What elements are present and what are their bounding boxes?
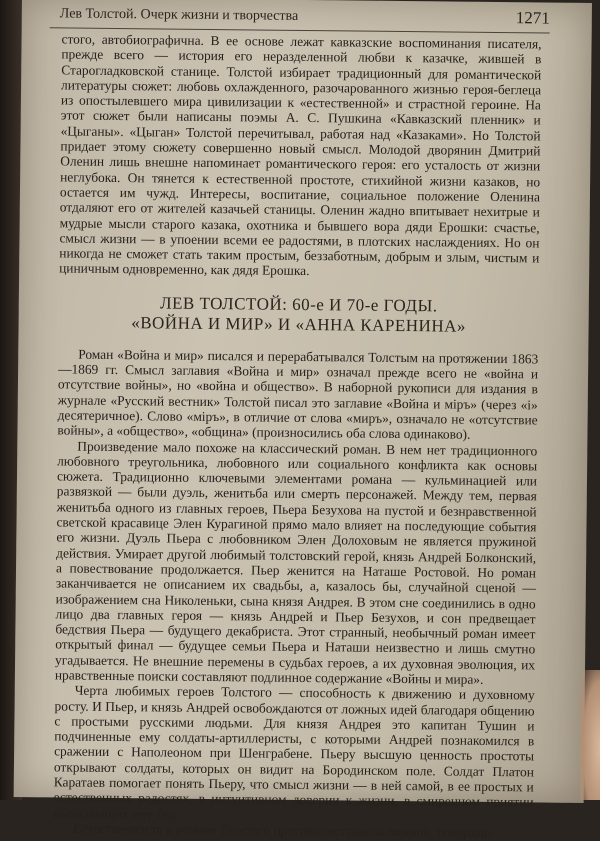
running-header [50,3,550,33]
paragraph: Роман «Война и мир» писался и перерабатывался Толстым на протяжении 1863—1869 гг. Смысл заглавия «Война и мир» означал прежде всего не «война и отсутствие войны», но «война и общество». В наборной рукописи для издания в журнале «Русский вестник» Толстой писал это заглавие «Война и міръ» (через «і» десятеричное). Слово «міръ», в отличие от слова «миръ», означало не «отсутствие войны», а «общество», «община» (произносились оба слова одинаково). [57,346,539,442]
paragraph: Черта любимых героев Толстого — способность к движению и духовному росту. И Пьер, и князь Андрей освобождаются от ложных идей благодаря общению с простыми русскими людьми. Для князя Андрея это капитан Тушин и подчиненные ему солдаты-артиллеристы, с которыми Андрей познакомился в сражении с Наполеоном при Шенграбене. Пьеру высшую ценность простоты открывают солдаты, которых он видит на Бородинском поле. Солдат Платон Каратаев помогает понять Пьеру, что смысл жизни — в ней самой, в ее простых и естественных радостях, в интуитивном доверии к жизни, в смиренном приятии выпадающих ему бед. [53,682,535,822]
paragraph: стого, автобиографична. В ее основе лежат кавказские воспоминания писателя, прежде всего — история его неразделенной любви к казачке, жившей в Старогладковской станице. Толстой избирает традиционный для романтической литературы сюжет: любовь охлажденного, разочарованного жизнью героя-беглеца из опостылевшего мира цивилизации к «естественной» и страстной героине. На этот сюжет были написаны поэмы А. С. Пушкина «Кавказский пленник» и «Цыганы». «Цыган» Толстой перечитывал, работая над «Казаками». Но Толстой придает этому сюжету совершенно новый смысл. Молодой дворянин Дмитрий Оленин лишь внешне напоминает романтического героя: его усталость от жизни неглубока. Он тянется к естественной простоте, стихийной жизни казаков, но остается им чужд. Интересы, воспитание, социальное положение Оленина отдаляют его от жителей казачьей станицы. Оленин жадно впитывает нехитрые и мудрые мысли старого казака, охотника и бывшего вора дяди Ерошки: счастье, смысл жизни — в упоении всеми ее радостями, в плотских наслаждениях. Но он никогда не сможет стать таким простым, беззаботным, добрым и злым, чистым и циничным одновременно, как дядя Ерошка. [59,31,542,279]
header-title: Лев Толстой. Очерк жизни и творчества [59,6,299,24]
section-heading [59,292,539,337]
page-body [53,31,541,840]
thumb-shadow [580,670,600,800]
paragraph: Произведение мало похоже на классический роман. В нем нет традиционного любовного треугольника, любовного или социального конфликта как основы сюжета. Традиционно ключевыми элементами романа — кульминацией или развязкой — были дуэль, женитьба или смерть персонажей. Между тем, первая женитьба одного из главных героев, Пьера Безухова на пустой и безнравственной светской красавице Элен Курагиной прямо мало влияет на последующие события его жизни. Дуэль Пьера с любовником Элен Долоховым не является пружиной действия. Умирает другой любимый толстовский герой, князь Андрей Болконский, а повествование продолжается. Пьер женится на Наташе Ростовой. Но роман заканчивается не описанием их свадьбы, а, казалось бы, случайной сценой — изображением сна Николеньки, сына князя Андрея. В этом сне соединились в одно лицо два главных героя — князь Андрей и Пьер Безухов, и сон предвещает бедствия Пьера — будущего декабриста. Этот странный, необычный роман имеет открытый финал — будущее семьи Пьера и Наташи неизвестно и лишь смутно угадывается. Не внешние перемены в судьбах героев, а их духовная эволюция, их нравственные поиски составляют подлинное содержание «Войны и мира». [54,438,538,687]
book-page [14,0,592,840]
page-number: 1271 [515,8,550,28]
section-heading-line-2: «ВОЙНА И МИР» И «АННА КАРЕНИНА» [131,312,467,336]
paragraph: Естественность в романе Толстого противопоставлена ложной, поверхно- [73,820,496,840]
section-heading-line-1: ЛЕВ ТОЛСТОЙ: 60-е И 70-е ГОДЫ. [159,293,438,316]
